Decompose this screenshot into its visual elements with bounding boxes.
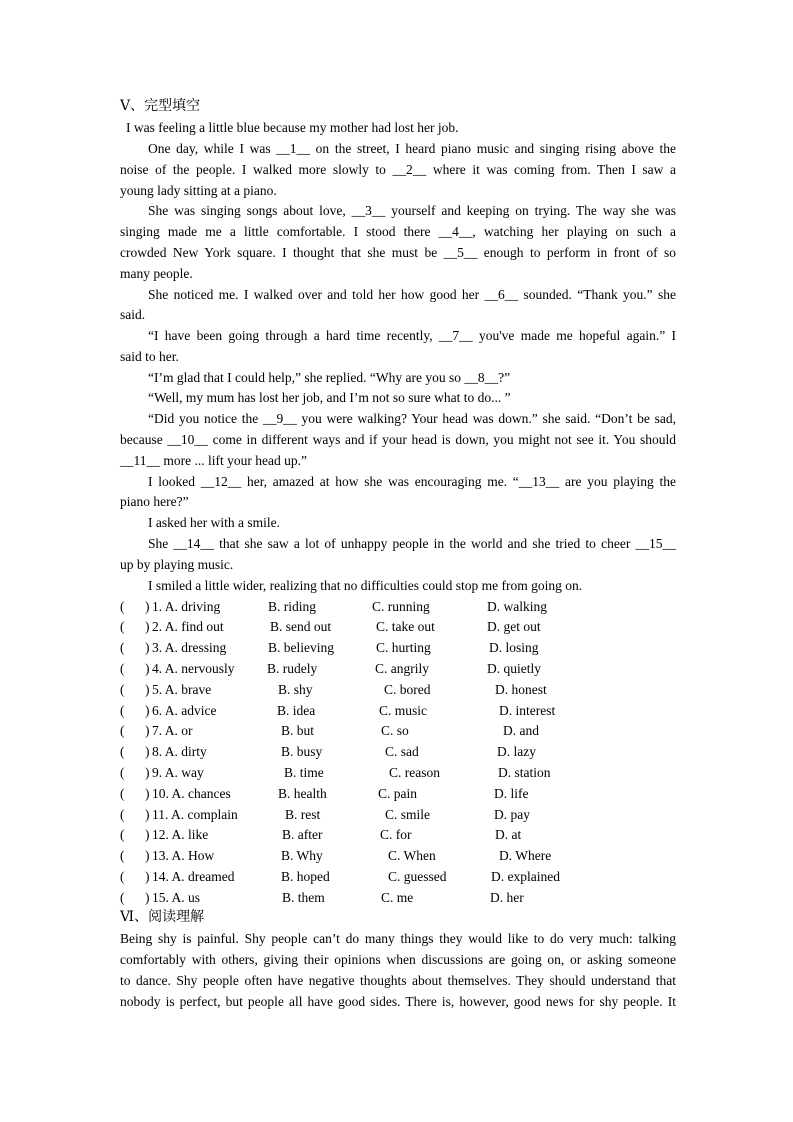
answer-paren-close: ): [145, 786, 150, 801]
answer-paren-open: (: [120, 661, 125, 676]
answer-paren-open: (: [120, 682, 125, 697]
option-b: B. riding: [268, 599, 317, 614]
passage-line: I looked __12__ her, amazed at how she was encouraging me. “__13__ are you playing the: [148, 474, 676, 489]
option-b: B. rudely: [267, 661, 318, 676]
answer-paren-close: ): [145, 869, 150, 884]
option-c: C. hurting: [376, 640, 431, 655]
answer-paren-open: (: [120, 723, 125, 738]
passage-line: I asked her with a smile.: [148, 515, 280, 530]
answer-paren-close: ): [145, 661, 150, 676]
option-d: D. quietly: [487, 661, 541, 676]
option-a: 9. A. way: [152, 765, 204, 780]
option-c: C. so: [381, 723, 409, 738]
answer-paren-close: ): [145, 703, 150, 718]
passage-line: __11__ more ... lift your head up.”: [120, 453, 307, 468]
passage-line: She noticed me. I walked over and told her how good her __6__ sounded. “Thank you.” she: [148, 287, 676, 302]
answer-paren-open: (: [120, 703, 125, 718]
option-c: C. running: [372, 599, 430, 614]
option-a: 8. A. dirty: [152, 744, 207, 759]
question-row: [120, 866, 680, 887]
question-row: [120, 804, 680, 825]
answer-paren-close: ): [145, 682, 150, 697]
option-a: 13. A. How: [152, 848, 215, 863]
passage-line: many people.: [120, 266, 193, 281]
answer-paren-open: (: [120, 869, 125, 884]
option-d: D. station: [498, 765, 551, 780]
section-5-title: Ⅴ、完型填空: [120, 99, 201, 114]
answer-paren-close: ): [145, 599, 150, 614]
option-d: D. pay: [494, 807, 530, 822]
option-a: 14. A. dreamed: [152, 869, 235, 884]
option-c: C. smile: [385, 807, 431, 822]
passage-line: I smiled a little wider, realizing that no difficulties could stop me from going on.: [148, 578, 583, 593]
question-row: [120, 762, 680, 783]
answer-paren-open: (: [120, 599, 125, 614]
option-d: D. interest: [499, 703, 556, 718]
option-d: D. life: [494, 786, 529, 801]
question-row: [120, 616, 680, 637]
passage-line: because __10__ come in different ways and if your head is down, you might not see it. You should: [120, 432, 676, 447]
option-b: B. but: [281, 723, 315, 738]
answer-paren-close: ): [145, 827, 150, 842]
passage-line: “Well, my mum has lost her job, and I’m not so sure what to do... ”: [148, 390, 511, 405]
option-b: B. health: [278, 786, 327, 801]
passage-line: crowded New York square. I thought that she must be __5__ enough to perform in front of so: [120, 245, 676, 260]
question-row: [120, 824, 680, 845]
option-a: 6. A. advice: [152, 703, 217, 718]
passage-line: singing made me a little comfortable. I stood there __4__, watching her playing on such a: [120, 224, 676, 239]
option-a: 15. A. us: [152, 890, 201, 905]
passage-line: up by playing music.: [120, 557, 234, 572]
passage-line: “I have been going through a hard time recently, __7__ you've made me hopeful again.” I: [148, 328, 676, 343]
passage-line: I was feeling a little blue because my mother had lost her job.: [126, 120, 459, 135]
option-b: B. time: [284, 765, 324, 780]
passage-line: piano here?”: [120, 494, 189, 509]
option-b: B. idea: [277, 703, 316, 718]
answer-paren-open: (: [120, 827, 125, 842]
option-d: D. at: [495, 827, 522, 842]
answer-paren-open: (: [120, 807, 125, 822]
option-c: C. When: [388, 848, 436, 863]
question-row: [120, 845, 680, 866]
option-c: C. take out: [376, 619, 435, 634]
question-row: [120, 658, 680, 679]
option-d: D. her: [490, 890, 524, 905]
question-row: [120, 596, 680, 617]
answer-paren-close: ): [145, 619, 150, 634]
option-a: 1. A. driving: [152, 599, 221, 614]
option-a: 12. A. like: [152, 827, 209, 842]
option-c: C. guessed: [388, 869, 447, 884]
option-d: D. walking: [487, 599, 547, 614]
answer-paren-close: ): [145, 765, 150, 780]
option-d: D. lazy: [497, 744, 536, 759]
option-c: C. for: [380, 827, 412, 842]
option-a: 10. A. chances: [152, 786, 231, 801]
option-b: B. them: [282, 890, 325, 905]
option-c: C. reason: [389, 765, 440, 780]
passage-line: young lady sitting at a piano.: [120, 183, 277, 198]
option-d: D. get out: [487, 619, 541, 634]
option-b: B. shy: [278, 682, 313, 697]
question-row: [120, 741, 680, 762]
answer-paren-close: ): [145, 640, 150, 655]
question-row: [120, 783, 680, 804]
passage-line: said.: [120, 307, 146, 322]
question-row: [120, 720, 680, 741]
option-c: C. pain: [378, 786, 417, 801]
option-a: 5. A. brave: [152, 682, 212, 697]
option-c: C. sad: [385, 744, 419, 759]
option-c: C. angrily: [375, 661, 429, 676]
option-d: D. explained: [491, 869, 560, 884]
option-a: 2. A. find out: [152, 619, 224, 634]
answer-paren-close: ): [145, 890, 150, 905]
passage-line: One day, while I was __1__ on the street, I heard piano music and singing rising above the: [148, 141, 676, 156]
option-b: B. hoped: [281, 869, 330, 884]
option-d: D. and: [503, 723, 539, 738]
passage-line: noise of the people. I walked more slowly to __2__ where it was coming from. Then I saw a: [120, 162, 676, 177]
question-row: [120, 887, 680, 908]
option-c: C. bored: [384, 682, 431, 697]
option-a: 11. A. complain: [152, 807, 238, 822]
option-d: D. honest: [495, 682, 547, 697]
option-b: B. Why: [281, 848, 323, 863]
reading-line: comfortably with others, giving their opinions when discussions are going on, or asking someone: [120, 952, 676, 967]
option-a: 7. A. or: [152, 723, 193, 738]
answer-paren-close: ): [145, 848, 150, 863]
answer-paren-close: ): [145, 744, 150, 759]
option-b: B. after: [282, 827, 323, 842]
answer-paren-open: (: [120, 890, 125, 905]
question-row: [120, 637, 680, 658]
passage-line: She __14__ that she saw a lot of unhappy people in the world and she tried to cheer __15__: [148, 536, 676, 551]
answer-paren-open: (: [120, 765, 125, 780]
passage-line: said to her.: [120, 349, 179, 364]
option-b: B. believing: [268, 640, 334, 655]
passage-line: “I’m glad that I could help,” she replied. “Why are you so __8__?”: [148, 370, 511, 385]
section-6-title: Ⅵ、阅读理解: [120, 910, 205, 925]
answer-paren-open: (: [120, 786, 125, 801]
option-d: D. losing: [489, 640, 539, 655]
option-b: B. rest: [285, 807, 321, 822]
question-row: [120, 679, 680, 700]
option-b: B. send out: [270, 619, 332, 634]
passage-line: She was singing songs about love, __3__ yourself and keeping on trying. The way she was: [148, 203, 676, 218]
option-b: B. busy: [281, 744, 323, 759]
answer-paren-close: ): [145, 723, 150, 738]
question-row: [120, 700, 680, 721]
answer-paren-open: (: [120, 744, 125, 759]
option-a: 3. A. dressing: [152, 640, 227, 655]
answer-paren-open: (: [120, 848, 125, 863]
reading-line: to dance. Shy people often have negative thoughts about themselves. They should understand that: [120, 973, 676, 988]
option-c: C. music: [379, 703, 428, 718]
option-a: 4. A. nervously: [152, 661, 235, 676]
answer-paren-close: ): [145, 807, 150, 822]
option-c: C. me: [381, 890, 414, 905]
reading-line: nobody is perfect, but people all have good sides. There is, however, good news for shy people. It: [120, 994, 676, 1009]
passage-line: “Did you notice the __9__ you were walking? Your head was down.” she said. “Don’t be sad,: [148, 411, 676, 426]
option-d: D. Where: [499, 848, 552, 863]
answer-paren-open: (: [120, 640, 125, 655]
answer-paren-open: (: [120, 619, 125, 634]
reading-line: Being shy is painful. Shy people can’t do many things they would like to do very much: talking: [120, 931, 676, 946]
